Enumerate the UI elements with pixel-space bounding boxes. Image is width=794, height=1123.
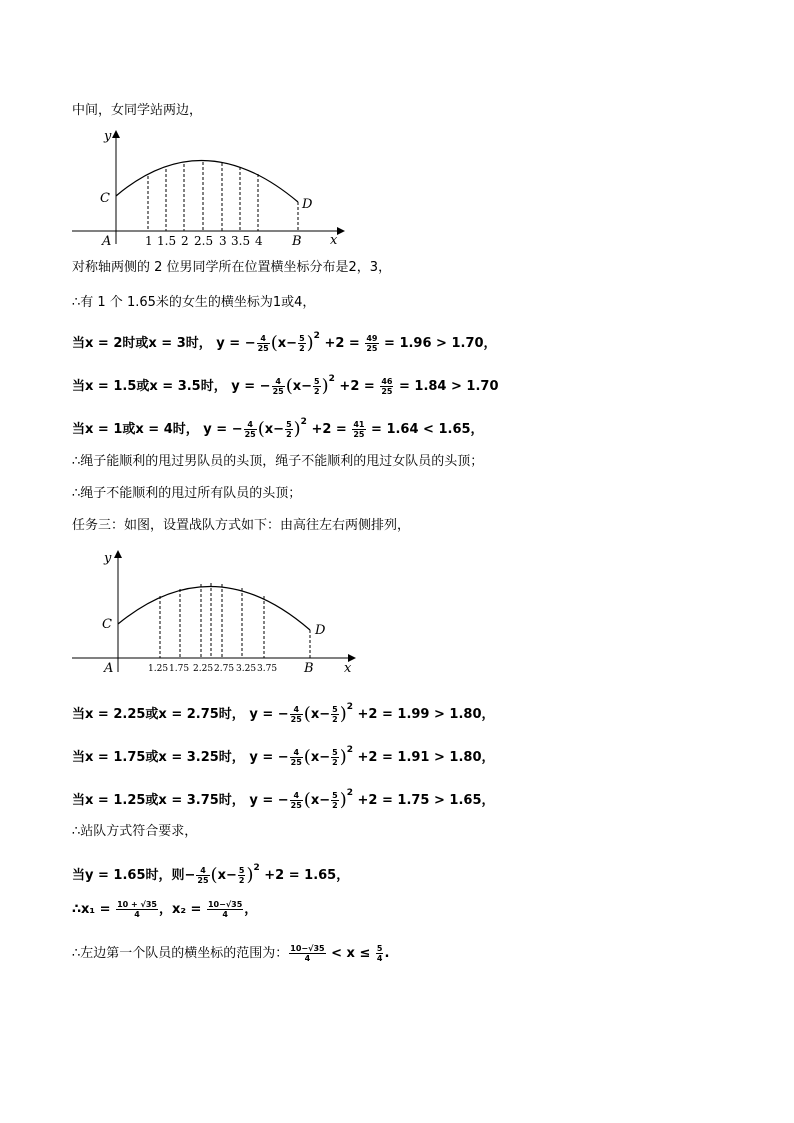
formula-line-5: 当x = 1.5或x = 3.5时， y = − $\frac{4}{25}$ (x− $\frac{5}{2}$ )$^2$ +2 = $\frac{46}{25}$ = 1.84 > 1.70: [72, 374, 499, 397]
text-line-2: 对称轴两侧的 2 位男同学所在位置横坐标分布是2，3，: [72, 260, 392, 275]
x-axis-label: x: [344, 661, 352, 676]
point-a-label: A: [104, 661, 114, 676]
tick-label: 3.75: [257, 664, 278, 674]
point-d-label: D: [315, 623, 326, 638]
tick-label: 1.5: [157, 234, 177, 248]
formula-line-14: 当y = 1.65时，则− $\frac{4}{25}$ (x− $\frac{5}{2}$ )$^2$ +2 = 1.65，: [72, 863, 350, 886]
formula-line-12: 当x = 1.25或x = 3.75时， y = − $\frac{4}{25}$ (x− $\frac{5}{2}$ )$^2$ +2 = 1.75 > 1.65，: [72, 788, 495, 811]
formula-line-15: ∴x₁ = $\frac{10 + √35}{4}$ ，x₂ = $\frac{10-√35}{4}$ ，: [72, 900, 258, 919]
tick-label: 3.25: [236, 664, 257, 674]
tick-label: 2.5: [194, 234, 214, 248]
point-c-label: C: [100, 191, 110, 206]
formula-line-10: 当x = 2.25或x = 2.75时， y = − $\frac{4}{25}$ (x− $\frac{5}{2}$ )$^2$ +2 = 1.99 > 1.80，: [72, 702, 495, 725]
tick-label: 1: [145, 234, 153, 248]
tick-label: 1.25: [148, 664, 169, 674]
tick-label: 3.5: [231, 234, 251, 248]
tick-label: 3: [219, 234, 227, 248]
parabola-graph-2: [62, 546, 362, 681]
point-b-label: B: [304, 661, 314, 676]
text-line-1: 中间，女同学站两边，: [72, 103, 203, 118]
tick-label: 1.75: [169, 664, 190, 674]
point-c-label: C: [102, 617, 112, 632]
point-a-label: A: [102, 234, 112, 249]
text-line-9: 任务三：如图，设置战队方式如下：由高往左右两侧排列，: [72, 518, 411, 533]
tick-label: 2.75: [214, 664, 235, 674]
formula-line-4: 当x = 2时或x = 3时， y = − $\frac{4}{25}$ (x− $\frac{5}{2}$ )$^2$ +2 = $\frac{49}{25}$ = 1.96 > 1.70，: [72, 331, 497, 354]
tick-label: 4: [255, 234, 263, 248]
text-line-8: ∴绳子不能顺利的甩过所有队员的头顶；: [72, 486, 302, 501]
x-axis-label: x: [330, 233, 338, 248]
formula-line-11: 当x = 1.75或x = 3.25时， y = − $\frac{4}{25}$ (x− $\frac{5}{2}$ )$^2$ +2 = 1.91 > 1.80，: [72, 745, 495, 768]
point-d-label: D: [302, 197, 313, 212]
text-line-3: ∴有 1 个 1.65米的女生的横坐标为1或4，: [72, 295, 316, 310]
formula-line-16: ∴左边第一个队员的横坐标的范围为： $\frac{10-√35}{4}$ < x ≤ $\frac{5}{4}$ .: [72, 944, 390, 963]
y-axis-label: y: [104, 551, 112, 566]
text-line-13: ∴站队方式符合要求，: [72, 824, 198, 839]
point-b-label: B: [292, 234, 302, 249]
tick-label: 2.25: [193, 664, 214, 674]
formula-line-6: 当x = 1或x = 4时， y = − $\frac{4}{25}$ (x− $\frac{5}{2}$ )$^2$ +2 = $\frac{41}{25}$ = 1.64 < 1.65，: [72, 417, 484, 440]
tick-label: 2: [181, 234, 189, 248]
parabola-graph-1: [62, 126, 352, 251]
y-axis-label: y: [104, 129, 112, 144]
text-line-7: ∴绳子能顺利的甩过男队员的头顶，绳子不能顺利的甩过女队员的头顶；: [72, 454, 484, 469]
